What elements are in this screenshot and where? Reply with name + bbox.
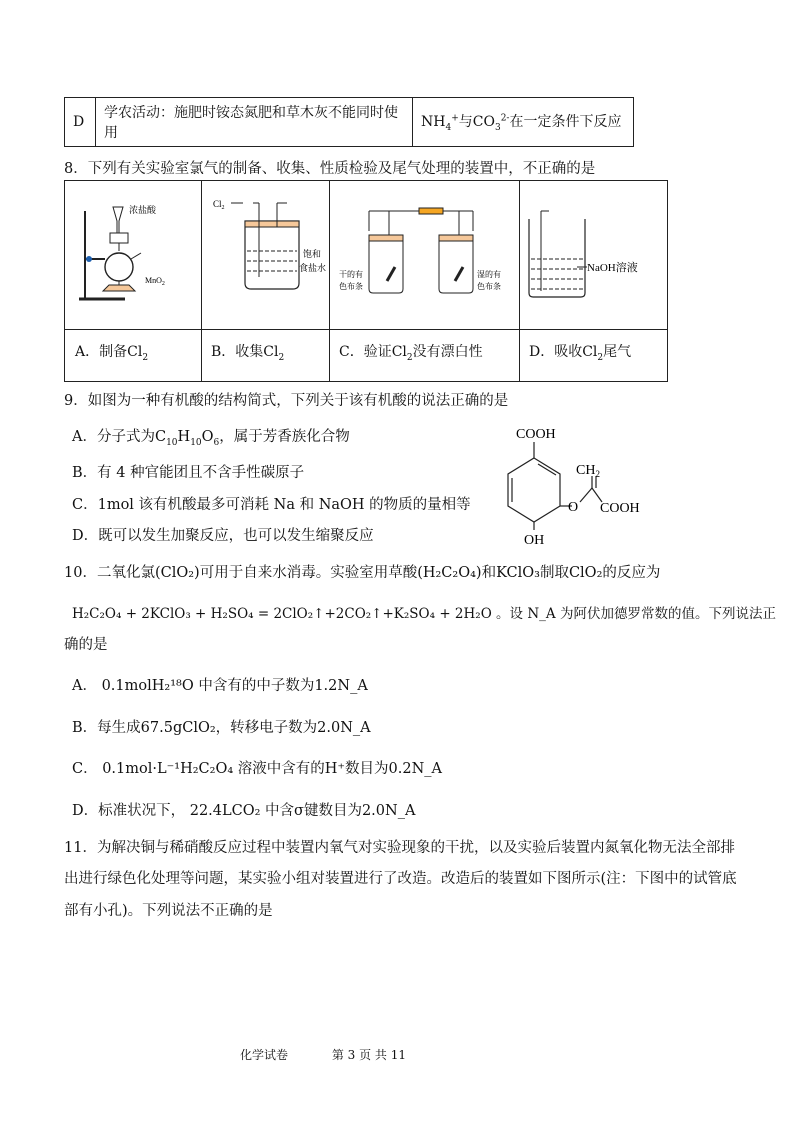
q10-option-d: D．标准状况下， 22.4LCO₂ 中含σ键数目为2.0N_A	[72, 803, 416, 819]
b-cl2-label: Cl	[213, 199, 222, 209]
q8-a-sub: 2	[142, 352, 149, 363]
row-d-activity: 学农活动：施肥时铵态氮肥和草木灰不能同时使用	[96, 98, 413, 147]
struct-ch2: CH	[576, 463, 596, 478]
q10-option-a: A． 0.1molH₂¹⁸O 中含有的中子数为1.2N_A	[72, 678, 368, 694]
reason-suffix: 在一定条件下反应	[509, 114, 622, 131]
q9-option-d: D．既可以发生加聚反应，也可以发生缩聚反应	[72, 528, 374, 544]
q10-line-2: H₂C₂O₄ + 2KClO₃ + H₂SO₄ = 2ClO₂↑+2CO₂↑+K₂SO₄ + 2H₂O 。设 N_A 为阿伏加德罗常数的值。下列说法正	[72, 606, 776, 622]
q11-line-2: 出进行绿色化处理等问题，某实验小组对装置进行了改造。改造后的装置如下图所示(注：下图中的试管底	[64, 871, 737, 887]
struct-cooh-right: COOH	[600, 501, 640, 516]
c-dry-label-1: 干的有	[339, 270, 363, 279]
footer-page: 第 3 页 共 11	[331, 1048, 407, 1062]
q10-line-1: 10．二氧化氯(ClO₂)可用于自来水消毒。实验室用草酸(H₂C₂O₄)和KClO₃制取ClO₂的反应为	[64, 565, 661, 581]
c-wet-label-1: 湿的有	[477, 270, 501, 279]
q8-option-b	[211, 341, 284, 363]
struct-cooh-top: COOH	[516, 427, 556, 442]
apparatus-d-figure	[519, 181, 667, 329]
q9-structure-figure	[480, 418, 660, 546]
q9-option-a	[72, 425, 350, 448]
q8-d-prefix: D．吸收Cl	[529, 344, 598, 360]
q8-b-prefix: B．收集Cl	[211, 344, 279, 360]
reason-sub2: 3	[494, 122, 501, 133]
footer-subject: 化学试卷	[240, 1048, 289, 1062]
c-dry-label-2: 色布条	[339, 282, 363, 291]
a-mno2-label: MnO	[145, 276, 162, 285]
reason-sup: +	[451, 113, 459, 124]
q9-a-suffix: ，属于芳香族化合物	[219, 429, 350, 445]
apparatus-a-figure	[65, 181, 201, 329]
apparatus-c-figure	[329, 181, 519, 329]
q11-line-1: 11．为解决铜与稀硝酸反应过程中装置内氧气对实验现象的干扰，以及实验后装置内氮氧化物无法全部排	[64, 840, 735, 856]
q10-option-b: B．每生成67.5gClO₂，转移电子数为2.0N_A	[72, 720, 371, 736]
a-hcl-label: 浓盐酸	[129, 205, 157, 215]
q9-a-onum: 6	[213, 437, 220, 448]
apparatus-b-figure	[201, 181, 329, 329]
struct-o: O	[568, 500, 579, 515]
q9-stem: 9．如图为一种有机酸的结构简式，下列关于该有机酸的说法正确的是	[64, 393, 509, 409]
reason-mid: 与CO	[458, 114, 495, 131]
row-d-reason	[413, 98, 634, 147]
q8-c-sub: 2	[406, 352, 413, 363]
row-d-label: D	[65, 98, 96, 147]
d-naoh-label: NaOH溶液	[587, 262, 638, 274]
q9-a-h: H	[177, 429, 191, 445]
q8-b-sub: 2	[278, 352, 285, 363]
q10-option-c: C． 0.1mol·L⁻¹H₂C₂O₄ 溶液中含有的H⁺数目为0.2N_A	[72, 761, 443, 777]
row-d-table	[64, 97, 634, 147]
q8-d-sub: 2	[597, 352, 604, 363]
a-mno2-sub: 2	[161, 281, 165, 287]
q8-option-a	[75, 341, 148, 363]
q8-option-c	[339, 341, 483, 363]
b-liquid-label-2: 食盐水	[299, 263, 327, 273]
svg-text:CH2	[576, 463, 600, 479]
q8-c-prefix: C．验证Cl	[339, 344, 407, 360]
b-liquid-label-1: 饱和	[303, 249, 322, 259]
q8-apparatus-table	[64, 180, 668, 382]
svg-text:MnO2	[145, 276, 165, 287]
c-wet-label-2: 色布条	[477, 282, 501, 291]
q9-a-hnum: 10	[190, 437, 202, 448]
q8-option-d	[529, 341, 631, 363]
svg-text:Cl2	[213, 199, 225, 211]
q9-option-c: C．1mol 该有机酸最多可消耗 Na 和 NaOH 的物质的量相等	[72, 497, 471, 513]
reason-nh: NH	[421, 114, 446, 131]
q8-d-suffix: 尾气	[603, 344, 632, 360]
q9-a-o: O	[201, 429, 214, 445]
q9-a-cnum: 10	[166, 437, 178, 448]
q9-a-prefix: A．分子式为C	[72, 429, 167, 445]
page-footer	[240, 1046, 406, 1063]
q9-option-b: B．有 4 种官能团且不含手性碳原子	[72, 465, 305, 481]
struct-ch2-sub: 2	[595, 469, 600, 479]
q11-line-3: 部有小孔)。下列说法不正确的是	[64, 903, 273, 919]
q8-a-prefix: A．制备Cl	[75, 344, 143, 360]
reason-sup2: 2-	[500, 113, 510, 124]
b-cl2-sub: 2	[221, 205, 225, 211]
q8-stem: 8．下列有关实验室氯气的制备、收集、性质检验及尾气处理的装置中，不正确的是	[64, 161, 596, 177]
struct-oh: OH	[524, 533, 545, 546]
reason-sub: 4	[445, 122, 452, 133]
q10-line-3: 确的是	[64, 637, 108, 653]
q8-c-suffix: 没有漂白性	[412, 344, 483, 360]
